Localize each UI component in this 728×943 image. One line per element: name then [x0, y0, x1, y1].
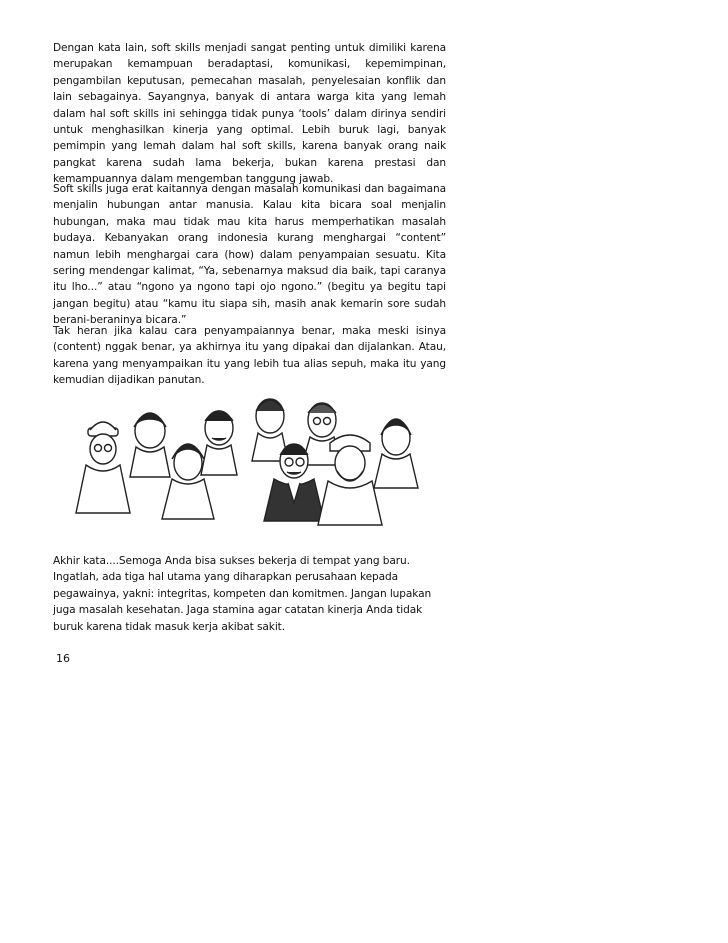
paragraph-delivery-over-content: Tak heran jika kalau cara penyampaiannya benar, maka meski isinya (content) nggak benar, ya akhirnya itu yang dipakai dan dijalankan. Atau, karena yang menyampaikan itu yang lebih tua alias sepuh, maka itu yang kemudian dijadikan panutan.	[53, 325, 446, 387]
page-number: 16	[56, 652, 70, 665]
paragraph-soft-skills-importance: Dengan kata lain, soft skills menjadi sangat penting untuk dimiliki karena merupakan kemampuan beradaptasi, komunikasi, kepemimpinan, pengambilan keputusan, pemecahan masalah, penyelesaian konflik dan lain sebagainya. Sayangnya, banyak di antara warga kita yang lemah dalam hal soft skills ini sehingga tidak punya ‘tools’ dalam dirinya sendiri untuk menghasilkan kinerja yang optimal. Lebih buruk lagi, banyak pemimpin yang lemah dalam hal soft skills, karena banyak orang naik pangkat karena sudah lama bekerja, bukan karena prestasi dan kemampuannya dalam mengemban tanggung jawab.	[53, 42, 446, 186]
group-of-people-illustration	[74, 383, 438, 533]
paragraph-closing-remarks: Akhir kata....Semoga Anda bisa sukses bekerja di tempat yang baru. Ingatlah, ada tiga hal utama yang diharapkan perusahaan kepada pegawainya, yakni: integritas, kompeten dan komitmen. Jangan lupakan juga masalah kesehatan. Jaga stamina agar catatan kinerja Anda tidak buruk karena tidak masuk kerja akibat sakit.	[53, 555, 432, 633]
person-figure	[130, 413, 170, 477]
person-figure	[76, 422, 130, 513]
paragraph-communication-culture: Soft skills juga erat kaitannya dengan masalah komunikasi dan bagaimana menjalin hubungan antar manusia. Kalau kita bicara soal menjalin hubungan, maka mau tidak mau kita harus memperhatikan masalah budaya. Kebanyakan orang indonesia kurang menghargai “content” namun lebih menghargai cara (how) dalam penyampaian sesuatu. Kita sering mendengar kalimat, “Ya, sebenarnya maksud dia baik, tapi caranya itu lho...” atau “ngono ya ngono tapi ojo ngono.” (begitu ya begitu tapi jangan begitu) atau “kamu itu siapa sih, masih anak kemarin sore sudah berani-beraninya bicara.”	[53, 183, 446, 327]
person-figure	[201, 411, 237, 475]
person-figure	[374, 419, 418, 488]
